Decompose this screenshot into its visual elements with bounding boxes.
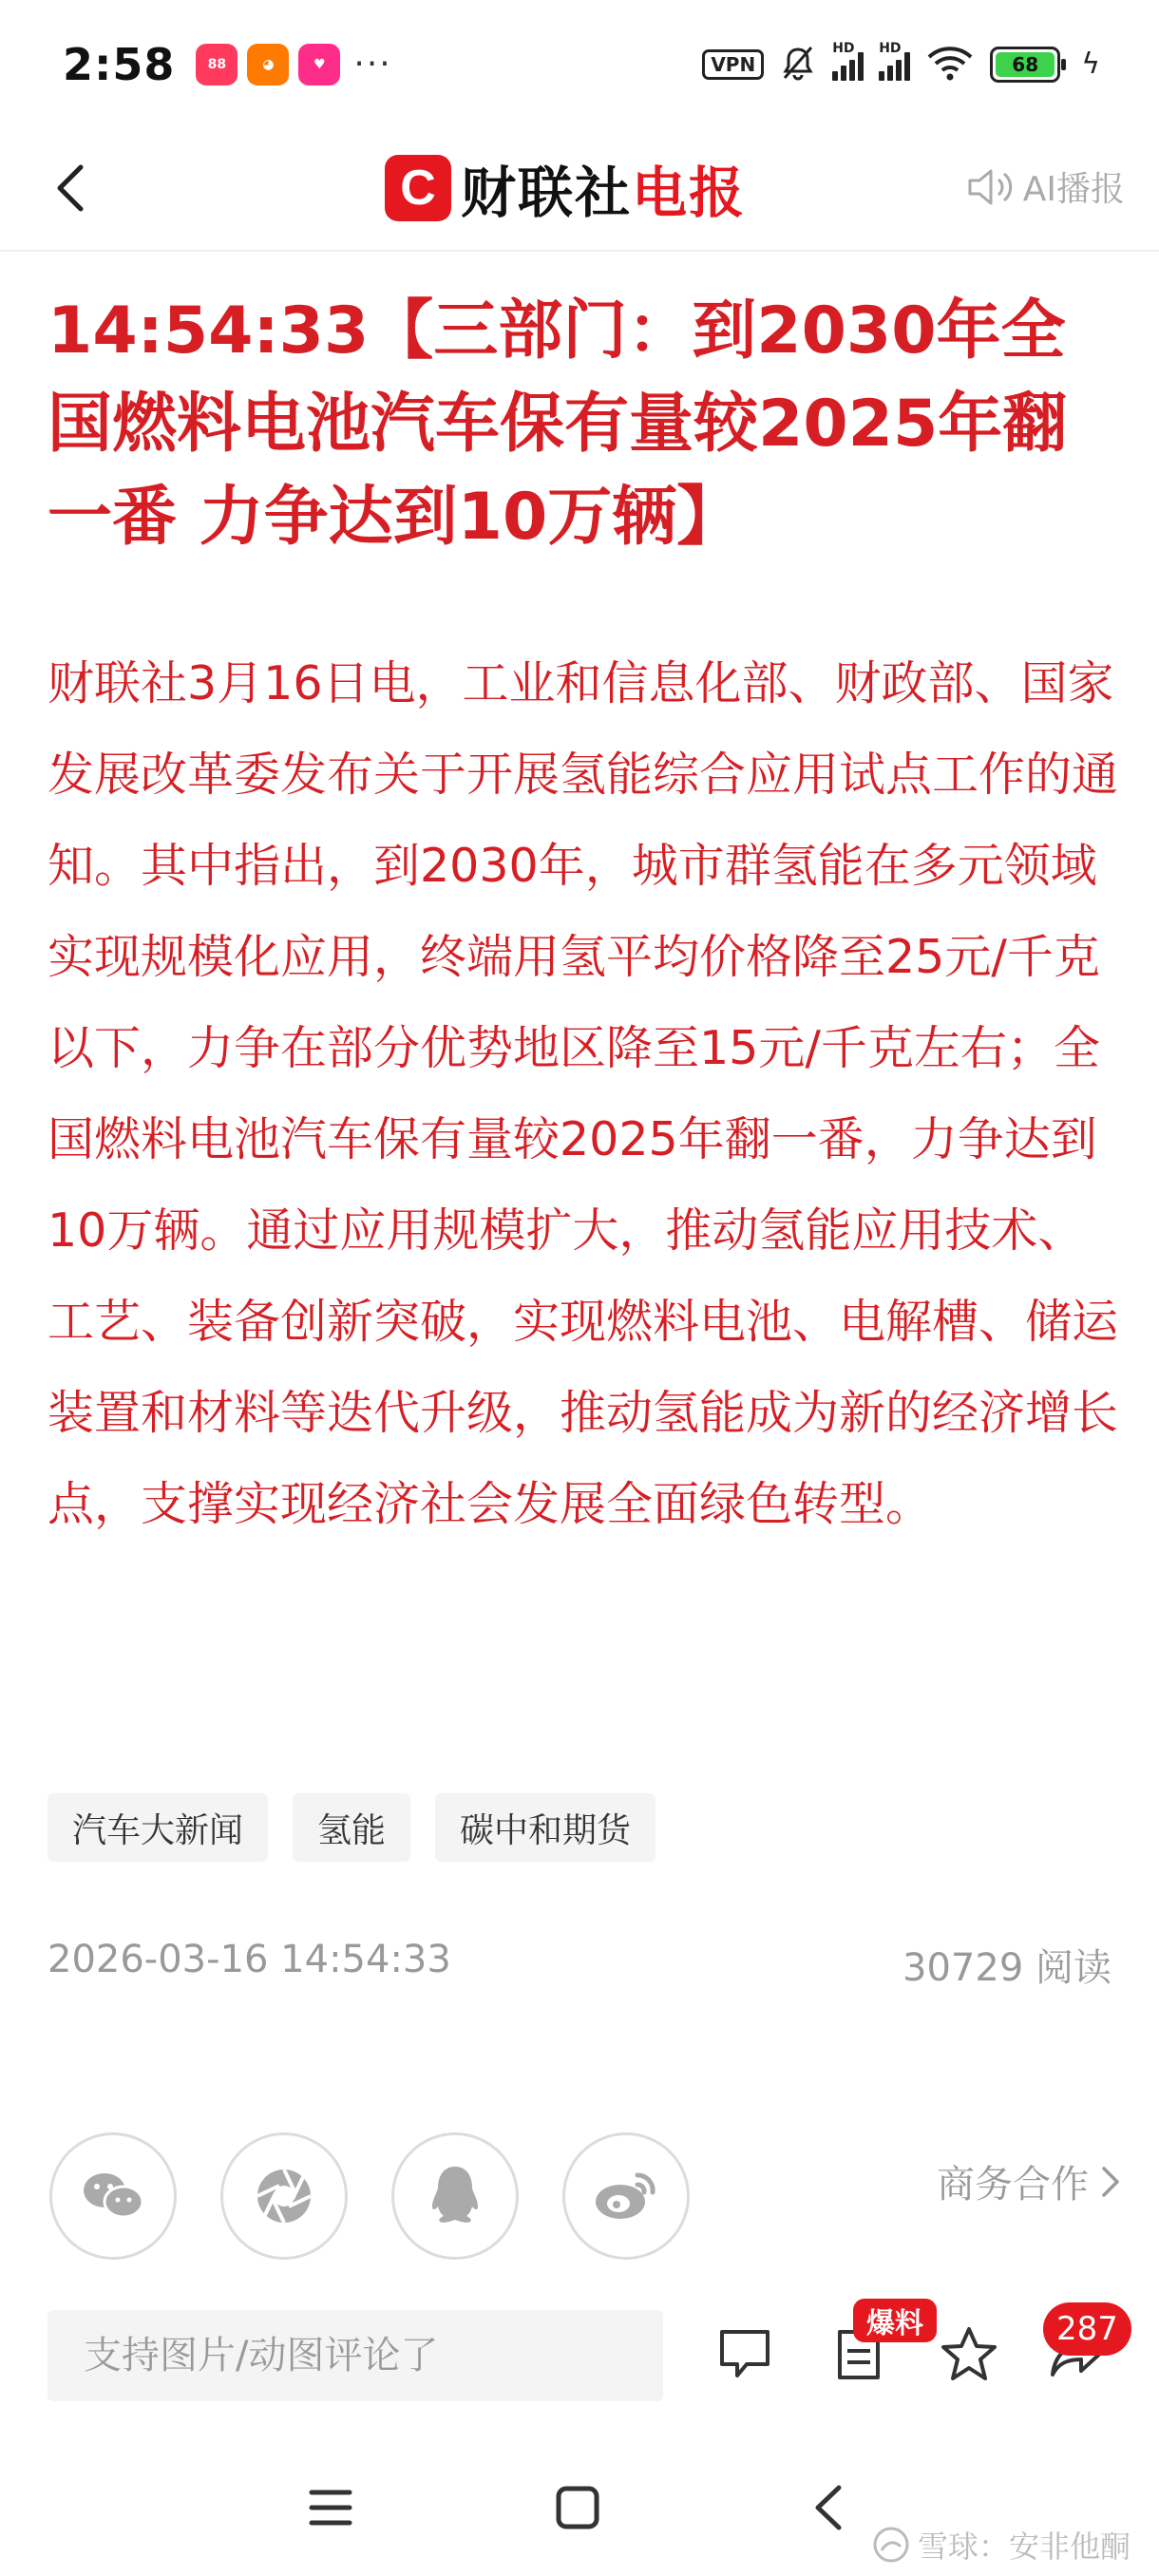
comment-button[interactable] (711, 2320, 779, 2388)
snowball-logo-icon (872, 2526, 910, 2564)
chevron-right-icon (1100, 2165, 1121, 2199)
battery-icon (990, 47, 1060, 83)
status-time: 2:58 (63, 38, 176, 90)
ai-broadcast-button[interactable] (966, 162, 1125, 211)
tag-auto-news[interactable]: 汽车大新闻 (48, 1793, 268, 1862)
tag-hydrogen[interactable]: 氢能 (293, 1793, 410, 1862)
favorite-button[interactable] (935, 2320, 1003, 2388)
panda-app-icon: ◕ (247, 44, 289, 85)
watermark (872, 2523, 1130, 2567)
charging-icon: ϟ (1081, 47, 1100, 81)
wifi-icon (925, 44, 975, 85)
shopping-app-icon: ♥ (298, 44, 340, 85)
ai-broadcast-label: AI播报 (1022, 170, 1125, 209)
menu-icon (308, 2487, 353, 2529)
comment-icon (716, 2326, 773, 2381)
status-bar (0, 0, 1159, 128)
battery-level: 68 (996, 52, 1054, 77)
comment-count-badge: 287 (1043, 2302, 1131, 2356)
cls-telegraph-logo (385, 143, 746, 233)
read-count: 30729 阅读 (902, 1946, 1112, 1990)
article-headline: 14:54:33【三部门：到2030年全国燃料电池汽车保有量较2025年翻一番 力争达到10万辆】 (48, 294, 1068, 555)
app-header (0, 128, 1159, 252)
back-button[interactable] (38, 155, 104, 221)
status-indicators (702, 40, 1100, 85)
home-button[interactable] (549, 2479, 606, 2536)
recent-apps-button[interactable] (302, 2479, 359, 2536)
status-app-icons (196, 44, 340, 85)
weibo-icon (592, 2168, 660, 2225)
share-moments-button[interactable] (220, 2132, 348, 2260)
speaker-icon (966, 166, 1016, 208)
square-icon (555, 2485, 600, 2530)
chevron-left-icon (52, 160, 90, 217)
more-notifications-icon: ··· (353, 45, 392, 84)
watermark-text: 雪球：安非他酮 (917, 2529, 1130, 2565)
vpn-icon: VPN (702, 49, 764, 80)
tag-carbon-futures[interactable]: 碳中和期货 (435, 1793, 656, 1862)
system-back-button[interactable] (800, 2479, 857, 2536)
wechat-icon (80, 2168, 146, 2225)
logo-mark: C (385, 155, 451, 221)
share-qq-button[interactable] (391, 2132, 519, 2260)
article-meta (48, 1938, 1112, 1992)
share-wechat-button[interactable] (49, 2132, 177, 2260)
share-row (49, 2132, 690, 2260)
article-body: 财联社3月16日电，工业和信息化部、财政部、国家发展改革委发布关于开展氢能综合应用试点工作的通知。其中指出，到2030年，城市群氢能在多元领域实现规模化应用，终端用氢平均价格降至25元/千克以下，力争在部分优势地区降至15元/千克左右；全国燃料电池汽车保有量较2025年翻一番，力争达到10万辆。通过应用规模扩大，推动氢能应用技术、工艺、装备创新突破，实现燃料电池、电解槽、储运装置和材料等迭代升级，推动氢能成为新的经济增长点，支撑实现经济社会发展全面绿色转型。 (48, 656, 1119, 1531)
publish-datetime: 2026-03-16 14:54:33 (48, 1938, 451, 1981)
comment-input[interactable] (48, 2310, 663, 2401)
app-notification-icon: 88 (196, 44, 238, 85)
moments-icon (251, 2163, 317, 2229)
system-navigation-bar (0, 2441, 1159, 2576)
business-cooperation-label: 商务合作 (937, 2163, 1089, 2207)
tag-list (48, 1793, 656, 1862)
signal-1-icon: HD (832, 48, 864, 81)
star-icon (940, 2325, 998, 2382)
back-arrow-icon (812, 2484, 845, 2531)
mute-icon (779, 44, 817, 85)
business-cooperation-link[interactable] (937, 2154, 1121, 2208)
logo-text: 财联社电报 (461, 161, 747, 225)
share-weibo-button[interactable] (562, 2132, 690, 2260)
signal-2-icon: HD (879, 48, 910, 81)
qq-icon (427, 2163, 484, 2229)
news-tip-badge: 爆料 (853, 2299, 937, 2342)
